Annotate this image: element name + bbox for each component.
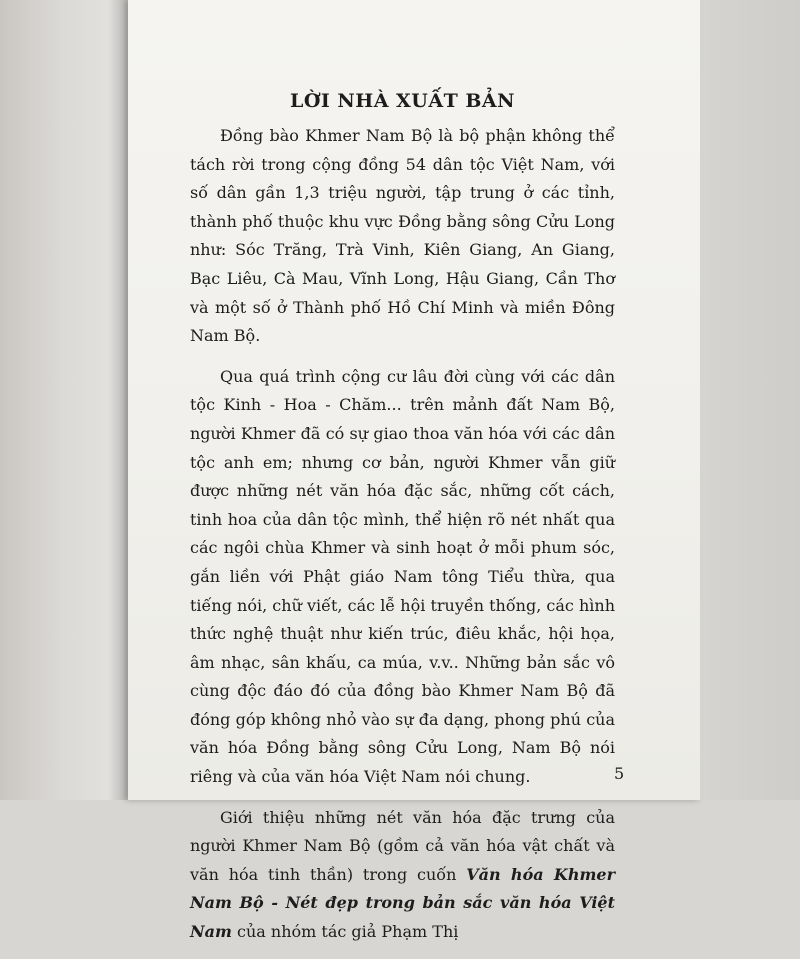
page-number: 5: [614, 764, 625, 783]
page-heading: LỜI NHÀ XUẤT BẢN: [289, 90, 516, 112]
paragraph-3-after: của nhóm tác giả Phạm Thị: [231, 922, 459, 942]
paragraph-3: [190, 804, 615, 947]
paragraph-3-before: Giới thiệu những nét văn hóa đặc trưng của người Khmer Nam Bộ (gồm cả văn hóa vật chất và văn hóa tinh thần) trong cuốn: [190, 807, 615, 884]
background-right: [700, 0, 800, 800]
paragraph-1: Đồng bào Khmer Nam Bộ là bộ phận không thể tách rời trong cộng đồng 54 dân tộc Việt Nam, với số dân gần 1,3 triệu người, tập trung ở các tỉnh, thành phố thuộc khu vực Đồng bằng sông Cửu Long như: Sóc Trăng, Trà Vinh, Kiên Giang, An Giang, Bạc Liêu, Cà Mau, Vĩnh Long, Hậu Giang, Cần Thơ và một số ở Thành phố Hồ Chí Minh và miền Đông Nam Bộ.: [190, 126, 615, 346]
paragraph-2: Qua quá trình cộng cư lâu đời cùng với các dân tộc Kinh - Hoa - Chăm... trên mảnh đất Nam Bộ, người Khmer đã có sự giao thoa văn hóa với các dân tộc anh em; nhưng cơ bản, người Khmer vẫn giữ được những nét văn hóa đặc sắc, những cốt cách, tinh hoa của dân tộc mình, thể hiện rõ nét nhất qua các ngôi chùa Khmer và sinh hoạt ở mỗi phum sóc, gắn liền với Phật giáo Nam tông Tiểu thừa, qua tiếng nói, chữ viết, các lễ hội truyền thống, các hình thức nghệ thuật như kiến trúc, điêu khắc, hội họa, âm nhạc, sân khấu, ca múa, v.v.. Những bản sắc vô cùng độc đáo đó của đồng bào Khmer Nam Bộ đã đóng góp không nhỏ vào sự đa dạng, phong phú của văn hóa Đồng bằng sông Cửu Long, Nam Bộ nói riêng và của văn hóa Việt Nam nói chung.: [190, 366, 615, 787]
page-content: [190, 90, 615, 959]
book-title: Văn hóa Khmer Nam Bộ - Nét đẹp trong bản sắc văn hóa Việt Nam: [190, 864, 615, 942]
